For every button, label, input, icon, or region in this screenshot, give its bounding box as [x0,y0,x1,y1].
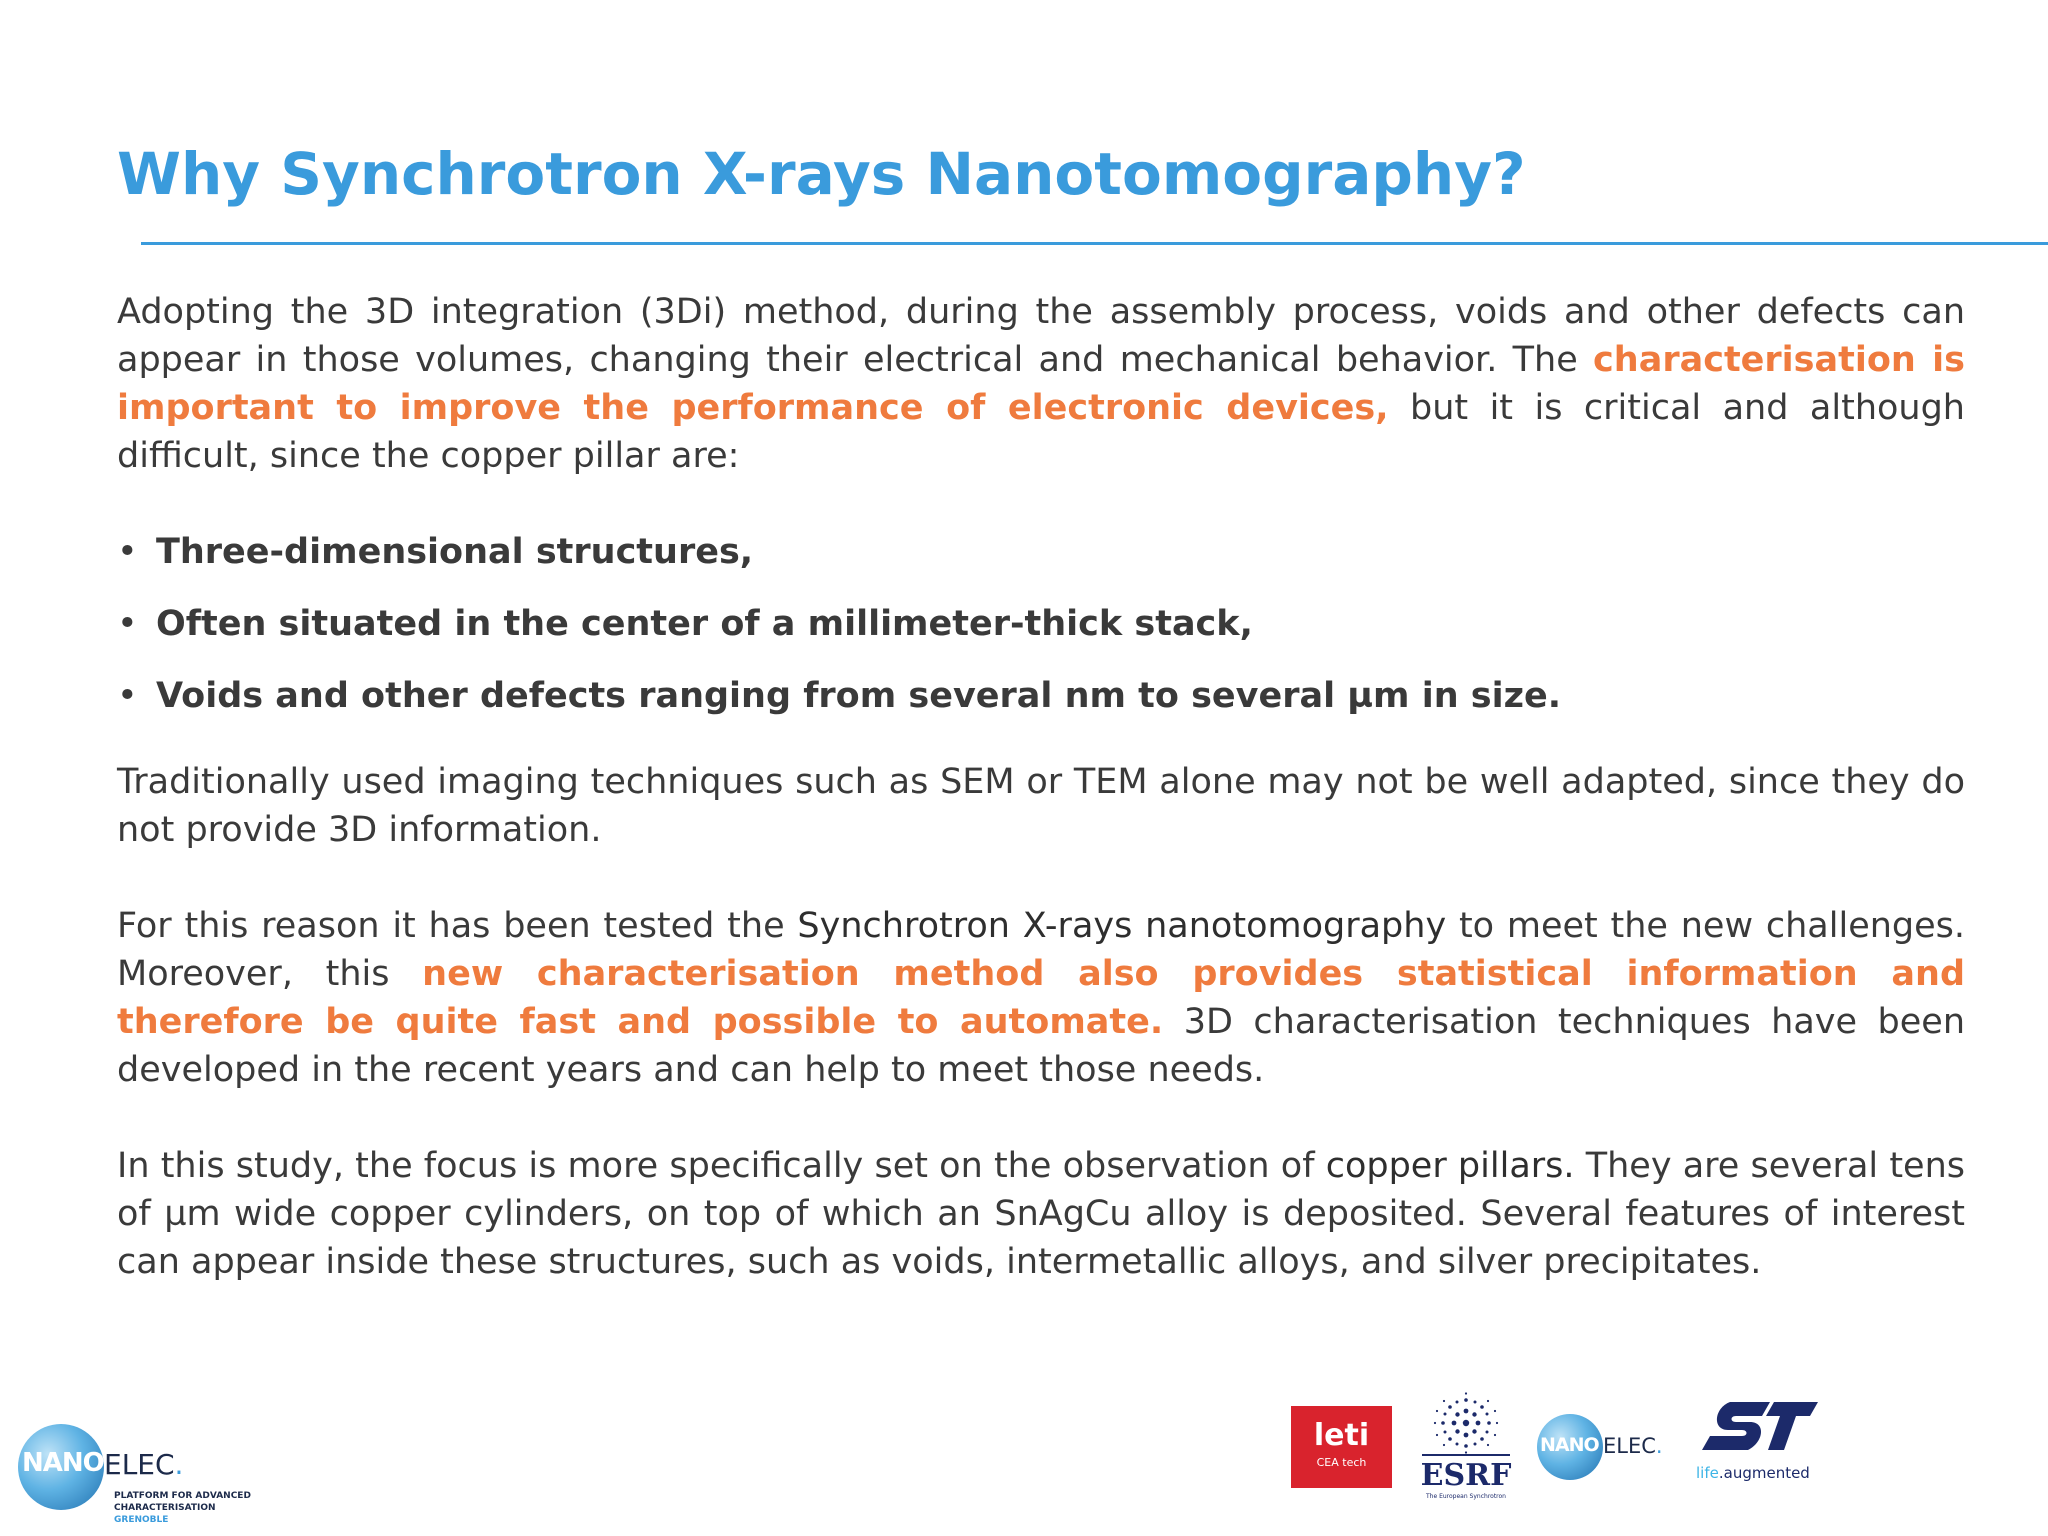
para4-text-2: They are several tens of µm wide copper cylinders, on top of which an SnAgCu alloy is deposited. Several features of interest can appear inside these structures, such as voids, intermetallic alloys, and silver precipitates. [117,1146,1965,1282]
esrf-logo-subtext: The European Synchrotron [1426,1493,1506,1500]
st-mark-icon [1700,1396,1820,1460]
logo-globe-text: NANO [1540,1434,1599,1456]
list-item [117,600,1965,648]
intro-paragraph [117,288,1965,480]
logo-subtitle: PLATFORM FOR ADVANCED CHARACTERISATION GRENOBLE [114,1491,251,1525]
intro-text-1: Adopting the 3D integration (3Di) method, during the assembly process, voids and other defects can appear in those volumes, changing their electrical and mechanical behavior. The [117,292,1965,380]
para3-text-1: For this reason it has been tested the [117,906,798,946]
leti-logo-subtext: CEA tech [1316,1456,1367,1469]
st-logo [1694,1396,1824,1488]
para3-emphasis: Synchrotron X-rays nanotomography [797,906,1447,946]
nanoelec-logo [1537,1414,1667,1486]
logo-name: ELEC. [104,1448,184,1481]
esrf-dots-icon [1418,1392,1514,1454]
esrf-divider [1422,1454,1510,1456]
para4-text-1: In this study, the focus is more specifically set on the observation of [117,1146,1326,1186]
list-item-text: Often situated in the center of a millimeter-thick stack, [156,604,1253,644]
copper-pillars-paragraph [117,1142,1965,1286]
logo-globe-text: NANO [22,1448,104,1478]
nanotomography-paragraph [117,902,1965,1094]
intro-text-2: but it is critical and although difficult, since the copper pillar are: [117,388,1965,476]
copper-pillar-properties-list [117,528,1965,720]
para4-emphasis: copper pillars. [1325,1146,1575,1186]
bullet-glyph: • [117,604,138,644]
slide-body [117,288,1965,1286]
list-item-text: Three-dimensional structures, [156,532,754,572]
esrf-logo [1418,1392,1514,1504]
logo-name: ELEC. [1603,1434,1663,1458]
para3-highlight: new characterisation method also provides statistical information and therefore be quite fast and possible to automate. [117,954,1965,1042]
title-underline [141,242,2048,245]
st-tagline: life.augmented [1696,1464,1810,1482]
para3-text-3: 3D characterisation techniques have been developed in the recent years and can help to meet those needs. [117,1002,1966,1090]
leti-logo-text: leti [1313,1418,1370,1453]
slide-title: Why Synchrotron X-rays Nanotomography? [117,140,1526,208]
list-item-text: Voids and other defects ranging from several nm to several µm in size. [156,676,1562,716]
list-item [117,672,1965,720]
intro-highlight: characterisation is important to improve the performance of electronic devices, [117,340,1965,428]
para3-text-2: to meet the new challenges. Moreover, this [117,906,1966,994]
list-item [117,528,1965,576]
esrf-logo-text: ESRF [1420,1458,1512,1493]
bullet-glyph: • [117,676,138,716]
imaging-techniques-paragraph: Traditionally used imaging techniques such as SEM or TEM alone may not be well adapted, since they do not provide 3D information. [117,762,1965,850]
nanoelec-platform-logo [18,1424,258,1534]
bullet-glyph: • [117,532,138,572]
leti-logo [1291,1406,1392,1488]
